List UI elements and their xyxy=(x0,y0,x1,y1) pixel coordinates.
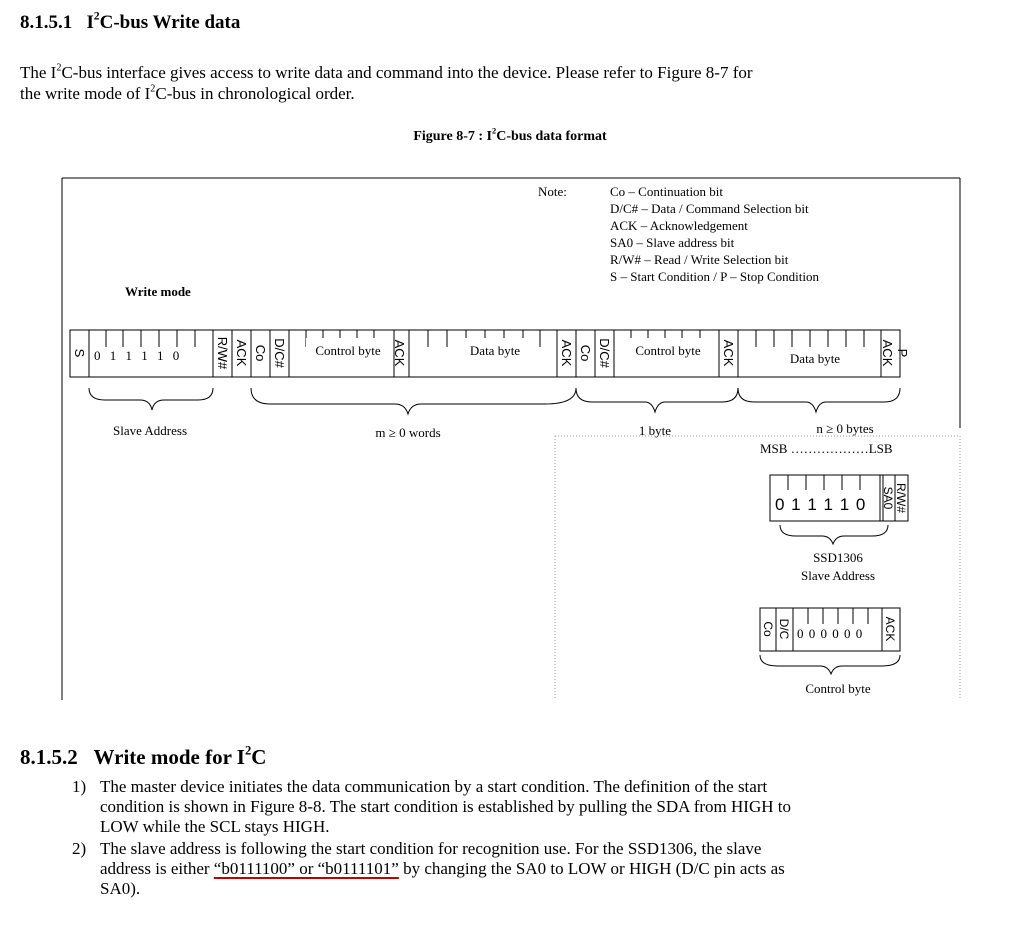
frame-row xyxy=(70,330,910,377)
slave-detail-rw: R/W# xyxy=(894,483,908,513)
slave-detail-bits: 0 1 1 1 1 0 xyxy=(775,495,867,514)
text-run: address is either xyxy=(100,859,214,878)
control-detail-brace xyxy=(760,655,900,674)
start-condition-label: S xyxy=(72,348,87,358)
step-line: SA0). xyxy=(100,879,141,898)
caption-sup: 2 xyxy=(492,126,497,136)
slave-address-values-underlined: “b0111100” or “b0111101” xyxy=(213,859,399,878)
co-bit-label: Co xyxy=(578,344,593,362)
data-byte-label: Data byte xyxy=(789,351,841,366)
dc-bit-label: D/C# xyxy=(597,338,612,368)
section-title-sup: 2 xyxy=(93,10,100,23)
step-number: 2) xyxy=(72,839,87,858)
brace-n-bytes xyxy=(738,388,900,412)
note-item: Co – Continuation bit xyxy=(610,184,724,199)
section-number: 8.1.5.1 xyxy=(20,12,73,33)
ack-label: ACK xyxy=(234,339,249,367)
section-title-part: C-bus Write data xyxy=(99,12,241,33)
section-title-part: I xyxy=(86,12,94,33)
slave-detail-sa0: SA0 xyxy=(881,486,895,510)
brace-slave-address xyxy=(89,388,213,410)
ack-label: ACK xyxy=(559,339,574,367)
ack-label: ACK xyxy=(721,339,736,367)
intro-line-1 xyxy=(20,62,1010,83)
control-byte-detail xyxy=(760,608,900,696)
control-detail-dc: D/C xyxy=(777,618,791,640)
text-run: by changing the SA0 to LOW or HIGH (D/C pin acts as xyxy=(398,859,785,878)
text-run: the write mode of I xyxy=(20,84,151,103)
section-title-sup: 2 xyxy=(244,743,252,758)
superscript: 2 xyxy=(150,83,156,95)
step-line: LOW while the SCL stays HIGH. xyxy=(100,817,330,836)
msb-lsb-label: MSB ………………LSB xyxy=(760,441,893,456)
superscript: 2 xyxy=(56,62,62,74)
intro-line-2 xyxy=(20,83,1010,104)
caption-part: C-bus data format xyxy=(496,129,607,144)
figure-frame xyxy=(62,178,960,700)
control-detail-ack: ACK xyxy=(883,616,897,642)
control-byte-label: Control byte xyxy=(635,343,701,358)
stop-condition-label: P xyxy=(895,348,910,358)
ack-label: ACK xyxy=(392,339,407,367)
slave-detail-title: SSD1306 xyxy=(813,550,863,565)
section-heading-8-1-5-2 xyxy=(20,745,266,770)
section-number: 8.1.5.2 xyxy=(20,745,78,769)
text-run: C-bus in chronological order. xyxy=(155,84,355,103)
step-number: 1) xyxy=(72,777,87,796)
section-title-part: Write mode for I xyxy=(93,745,245,769)
one-byte-brace-label: 1 byte xyxy=(638,423,672,438)
control-detail-co: Co xyxy=(761,621,775,637)
frame-braces xyxy=(89,388,900,414)
control-byte-label: Control byte xyxy=(315,343,381,358)
dc-bit-label: D/C# xyxy=(272,338,287,368)
data-byte-label: Data byte xyxy=(469,343,521,358)
brace-one-byte xyxy=(576,388,738,412)
note-item: D/C# – Data / Command Selection bit xyxy=(610,201,809,216)
brace-m-words xyxy=(251,388,576,414)
slave-detail-title: Slave Address xyxy=(800,568,876,583)
text-run: C-bus interface gives access to write data and command into the device. Please refer to Figure 8-7 for xyxy=(61,63,753,82)
n-bytes-brace-label: n ≥ 0 bytes xyxy=(816,421,874,436)
ack-label: ACK xyxy=(880,339,895,367)
figure-caption xyxy=(0,126,1020,145)
slave-detail-brace xyxy=(780,525,888,544)
write-mode-label: Write mode xyxy=(125,284,191,299)
control-detail-bits: 0 0 0 0 0 0 xyxy=(797,626,864,641)
note-label: Note: xyxy=(538,184,567,199)
address-bits: 0 1 1 1 1 0 xyxy=(94,348,183,363)
note-item: SA0 – Slave address bit xyxy=(610,235,735,250)
text-run: The I xyxy=(20,63,57,82)
figure-frame-dotted xyxy=(555,436,960,700)
caption-part: Figure 8-7 : I xyxy=(413,129,493,144)
step-line xyxy=(100,859,1000,879)
i2c-data-format-figure xyxy=(0,170,1020,700)
section-heading-8-1-5-1 xyxy=(20,12,240,34)
intro-paragraph xyxy=(20,62,1010,104)
step-item xyxy=(72,839,1000,899)
note-item: ACK – Acknowledgement xyxy=(610,218,748,233)
write-mode-steps xyxy=(72,777,1000,901)
slave-address-brace-label: Slave Address xyxy=(112,423,188,438)
note-item: R/W# – Read / Write Selection bit xyxy=(610,252,789,267)
rw-bit-label: R/W# xyxy=(215,336,230,370)
co-bit-label: Co xyxy=(253,344,268,362)
step-line: condition is shown in Figure 8-8. The start condition is established by pulling the SDA from HIGH to xyxy=(100,797,791,816)
m-words-brace-label: m ≥ 0 words xyxy=(375,425,441,440)
note-item: S – Start Condition / P – Stop Condition xyxy=(610,269,819,284)
step-line: The master device initiates the data communication by a start condition. The definition of the start xyxy=(100,777,768,796)
slave-address-detail xyxy=(770,475,908,583)
section-title-part: C xyxy=(251,745,267,769)
step-line: The slave address is following the start condition for recognition use. For the SSD1306, the slave xyxy=(100,839,762,858)
step-item xyxy=(72,777,1000,837)
control-detail-label: Control byte xyxy=(805,681,871,696)
